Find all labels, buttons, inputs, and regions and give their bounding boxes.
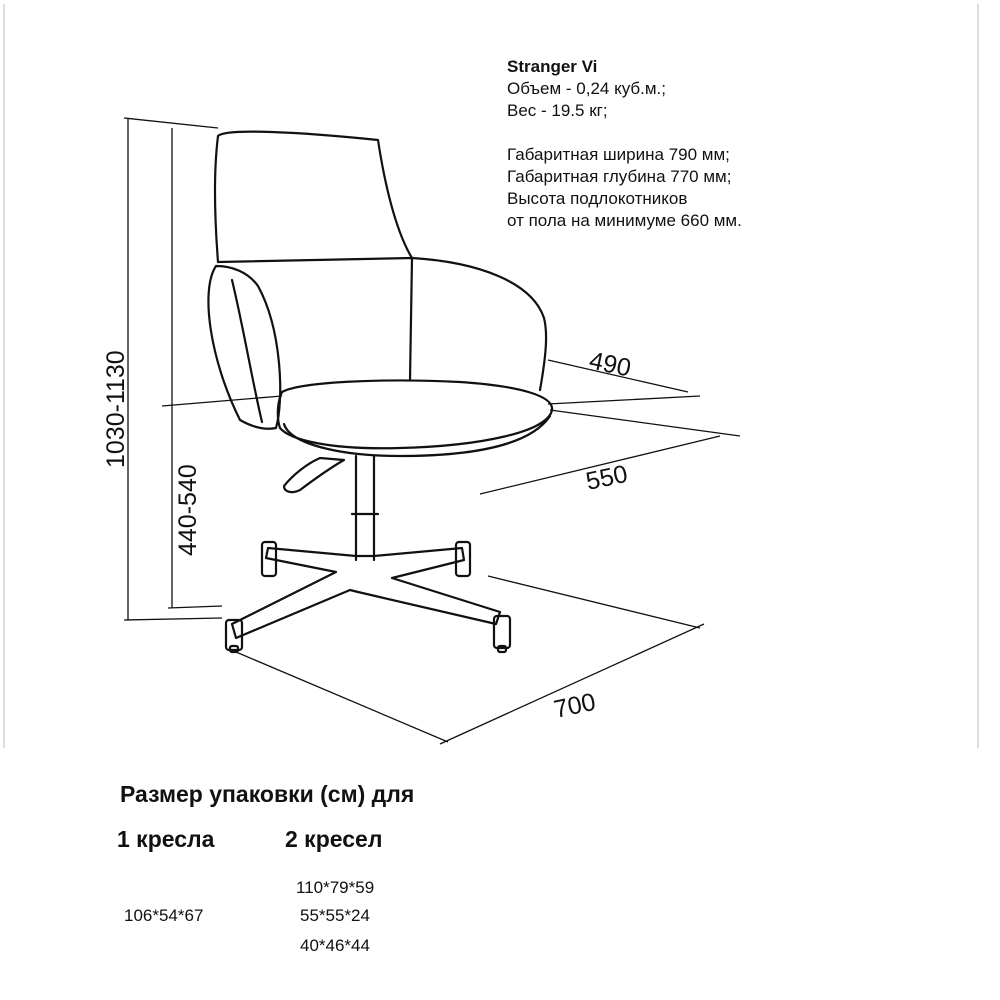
spec-width: Габаритная ширина 790 мм; (507, 145, 730, 164)
armrest-shell (218, 258, 546, 390)
model-name: Stranger Vi (507, 57, 598, 76)
column (352, 456, 378, 560)
dim-base-width: 700 (551, 687, 599, 724)
dim-seat-height: 440-540 (174, 464, 202, 556)
spec-depth: Габаритная глубина 770 мм; (507, 167, 732, 186)
packaging-two-size-2: 55*55*24 (300, 906, 370, 925)
dim-seat-depth: 550 (583, 459, 631, 496)
packaging-two-size-3: 40*46*44 (300, 936, 370, 955)
dim-total-height: 1030-1130 (102, 350, 130, 468)
side-panel (208, 266, 280, 429)
spec-armrest-height-2: от пола на минимуме 660 мм. (507, 211, 742, 230)
packaging-title: Размер упаковки (см) для (120, 781, 415, 807)
packaging-two-size-1: 110*79*59 (296, 878, 375, 897)
packaging-one-size: 106*54*67 (124, 906, 204, 925)
spec-weight: Вес - 19.5 кг; (507, 101, 608, 120)
dim-seat-width: 490 (586, 346, 634, 383)
spec-gap (507, 122, 742, 144)
spec-block (507, 56, 742, 232)
packaging-one-chair-label: 1 кресла (117, 826, 215, 852)
spec-armrest-height: Высота подлокотников (507, 189, 688, 208)
seat (278, 380, 552, 448)
packaging-two-chairs-label: 2 кресел (285, 826, 383, 852)
backrest (215, 132, 412, 262)
spec-volume: Объем - 0,24 куб.м.; (507, 79, 666, 98)
gas-lever (284, 458, 344, 492)
star-base (232, 548, 500, 638)
